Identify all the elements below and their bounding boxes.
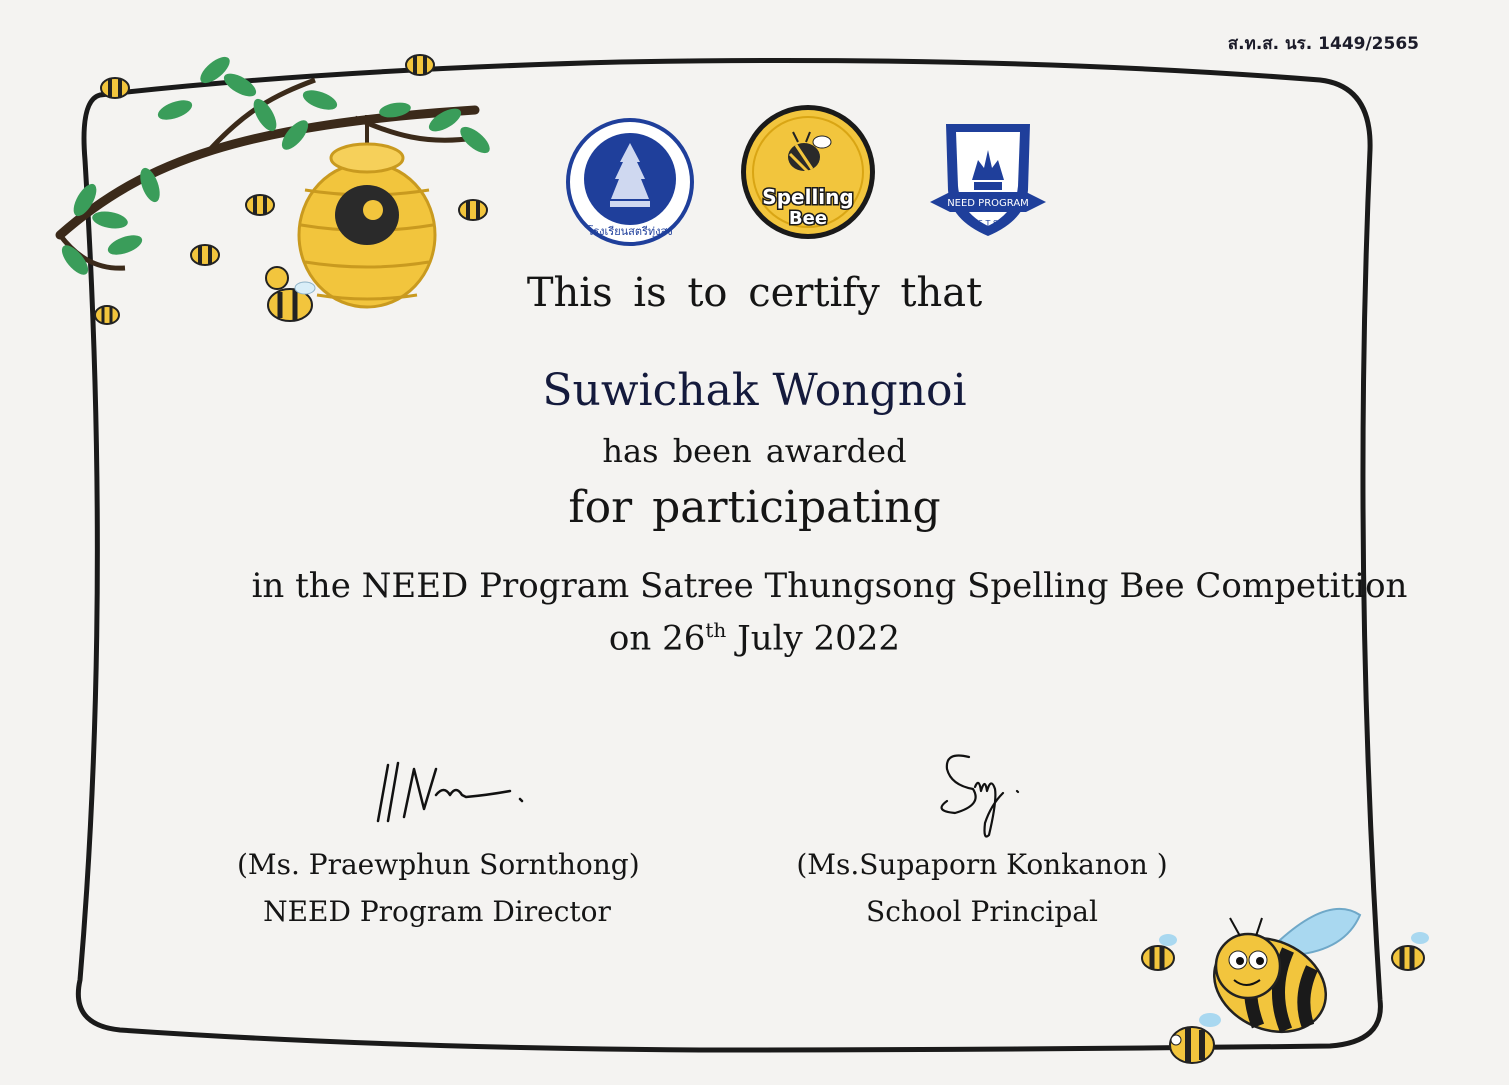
signatory-principal: [782, 848, 1182, 928]
date-rest: July 2022: [726, 618, 901, 659]
date-ordinal: th: [705, 618, 727, 642]
signatory-title: NEED Program Director: [263, 895, 611, 928]
bee-icon: [459, 200, 487, 220]
bee-icon: [1142, 934, 1177, 970]
bee-icon: [101, 78, 129, 98]
certify-line: This is to certify that: [526, 270, 983, 316]
director-signature: [370, 755, 540, 835]
bee-icon: [246, 195, 274, 215]
awarded-line: has been awarded: [602, 432, 907, 470]
bee-icon: [1392, 932, 1429, 970]
school-seal-logo: [565, 117, 695, 247]
document-number: ส.ท.ส. นร. 1449/2565: [1227, 34, 1419, 54]
spelling-bee-logo: [738, 102, 878, 242]
signatory-name: (Ms.Supaporn Konkanon ): [796, 848, 1168, 881]
event-line: in the NEED Program Satree Thungsong Spelling Bee Competition: [251, 566, 1408, 606]
spelling-bee-line1: Spelling: [762, 185, 854, 209]
need-program-banner: NEED PROGRAM: [947, 198, 1029, 209]
need-program-logo: [928, 120, 1048, 240]
date-prefix: on 26: [608, 618, 706, 659]
event-date: [0, 618, 1509, 658]
signatory-name: (Ms. Praewphun Sornthong): [237, 848, 640, 881]
recipient-name: Suwichak Wongnoi: [542, 365, 967, 416]
signatory-title: School Principal: [866, 895, 1098, 928]
bee-icon: [191, 245, 219, 265]
achievement-line: for participating: [568, 482, 941, 533]
need-program-letters: S T S: [977, 219, 999, 228]
school-seal-text: โรงเรียนสตรีทุ่งสง: [587, 225, 673, 238]
bee-icon: [1199, 909, 1360, 1050]
bees-illustration: [1130, 900, 1450, 1080]
spelling-bee-line2: Bee: [788, 208, 828, 229]
bee-icon: [1170, 1013, 1221, 1063]
signatory-director: [237, 848, 640, 928]
principal-signature: [925, 745, 1035, 845]
bee-icon: [406, 55, 434, 75]
